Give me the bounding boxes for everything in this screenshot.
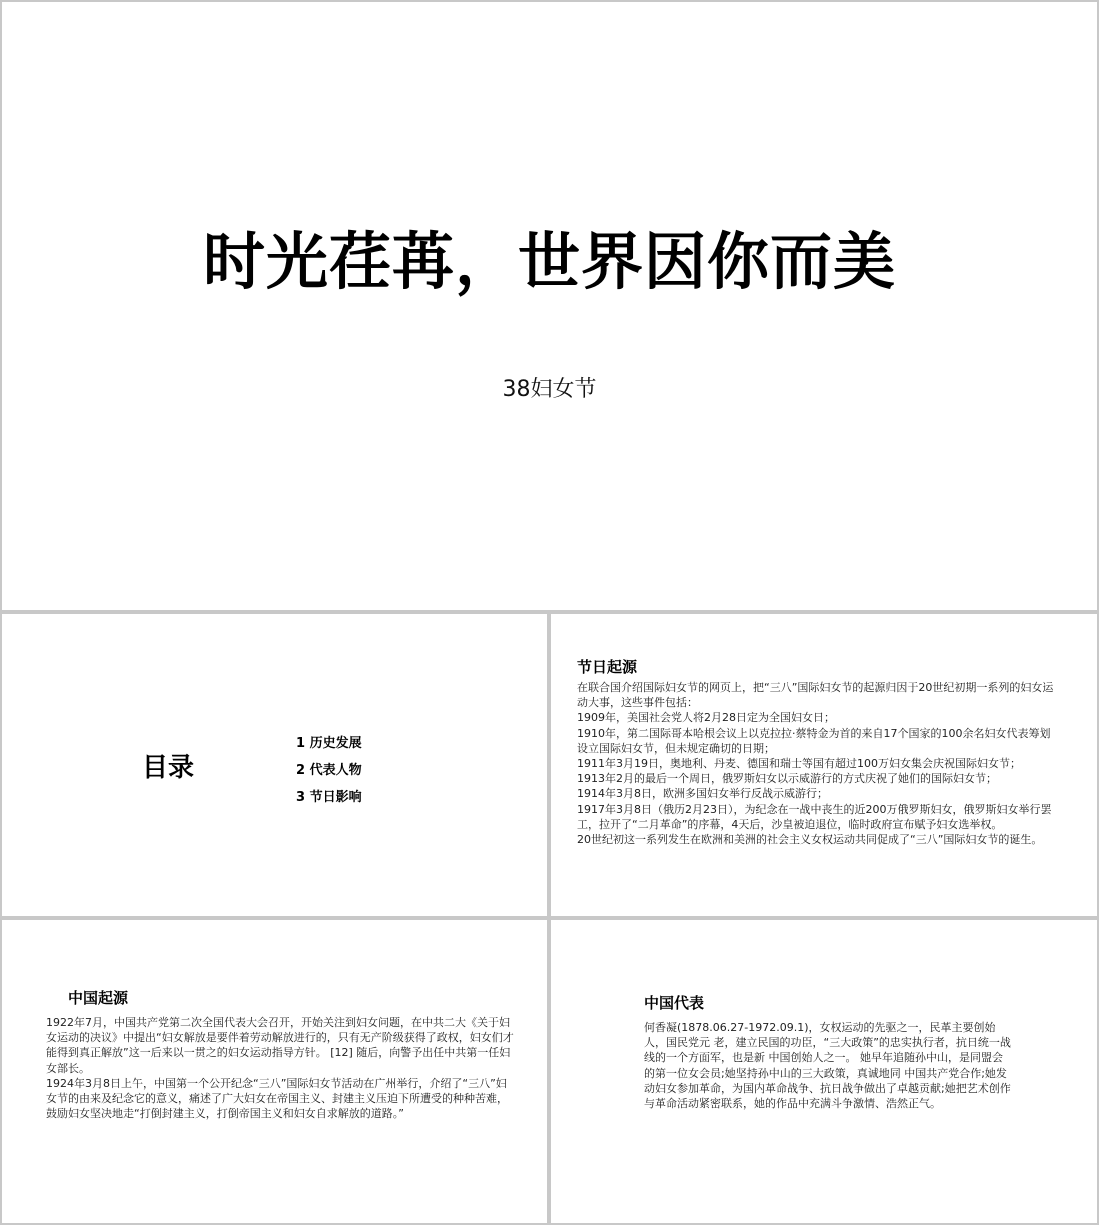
toc-slide[interactable] — [2, 614, 547, 916]
toc-item: 2 代表人物 — [296, 763, 362, 778]
body-paragraph: 1914年3月8日，欧洲多国妇女举行反战示威游行； — [577, 787, 828, 801]
section-heading: 节日起源 — [577, 658, 638, 676]
body-paragraph: 1913年2月的最后一个周日，俄罗斯妇女以示威游行的方式庆祝了她们的国际妇女节； — [577, 772, 997, 786]
china-origin-slide[interactable] — [2, 920, 547, 1223]
body-paragraph: 1924年3月8日上午，中国第一个公开纪念“三八”国际妇女节活动在广州举行，介绍了“三八”妇女节的由来及纪念它的意义，痛述了广大妇女在帝国主义、封建主义压迫下所遭受的种种苦难，鼓励妇女坚决地走“打倒封建主义，打倒帝国主义和妇女自求解放的道路。” — [46, 1076, 508, 1121]
subtitle: 38妇女节 — [502, 377, 597, 402]
toc-item: 1 历史发展 — [296, 736, 362, 751]
section-heading: 中国起源 — [68, 989, 129, 1007]
toc-heading: 目录 — [142, 753, 195, 783]
body-paragraph: 何香凝(1878.06.27-1972.09.1)，女权运动的先驱之一，民革主要创始人，国民党元 老，建立民国的功臣，“三大政策”的忠实执行者，抗日统一战线的一个方面军，也是新 中国创始人之一。 她早年追随孙中山，是同盟会的第一位女会员;她坚持孙中山的三大政策，真诚地同 中国共产党合作;她发动妇女参加革命，为国内革命战争、抗日战争做出了卓越贡献;她把艺术创作与革命活动紧密联系，她的作品中充满斗争激情、浩然正气。 — [644, 1021, 1011, 1111]
body-paragraph: 在联合国介绍国际妇女节的网页上，把“三八”国际妇女节的起源归因于20世纪初期一系列的妇女运动大事，这些事件包括： — [577, 681, 1054, 710]
body-paragraph: 20世纪初这一系列发生在欧洲和美洲的社会主义女权运动共同促成了“三八”国际妇女节的诞生。 — [577, 833, 1043, 847]
body-paragraph: 1917年3月8日（俄历2月23日），为纪念在一战中丧生的近200万俄罗斯妇女，俄罗斯妇女举行罢工，拉开了“二月革命”的序幕，4天后，沙皇被迫退位，临时政府宣布赋予妇女选举权。 — [577, 802, 1052, 831]
section-body — [46, 1015, 514, 1121]
body-paragraph: 1922年7月，中国共产党第二次全国代表大会召开，开始关注到妇女问题，在中共二大《关于妇女运动的决议》中提出“妇女解放是要伴着劳动解放进行的，只有无产阶级获得了政权，妇女们才能得到真正解放”这一后来以一贯之的妇女运动指导方针。 [12] 随后，向警予出任中共第一任妇女部长。 — [46, 1016, 514, 1075]
main-title: 时光荏苒，世界因你而美 — [202, 225, 896, 298]
festival-origin-slide[interactable] — [551, 614, 1097, 916]
body-paragraph: 1911年3月19日，奥地利、丹麦、德国和瑞士等国有超过100万妇女集会庆祝国际妇女节； — [577, 757, 1021, 771]
section-body — [577, 680, 1059, 847]
title-slide[interactable] — [2, 2, 1097, 610]
china-representative-slide[interactable] — [551, 920, 1097, 1223]
toc-list — [296, 730, 362, 811]
body-paragraph: 1910年，第二国际哥本哈根会议上以克拉拉·蔡特金为首的来自17个国家的100余名妇女代表筹划设立国际妇女节，但未规定确切的日期； — [577, 726, 1051, 755]
section-body — [644, 1020, 1012, 1111]
toc-item: 3 节日影响 — [296, 790, 362, 805]
section-heading: 中国代表 — [644, 994, 705, 1012]
body-paragraph: 1909年，美国社会党人将2月28日定为全国妇女日； — [577, 711, 835, 725]
